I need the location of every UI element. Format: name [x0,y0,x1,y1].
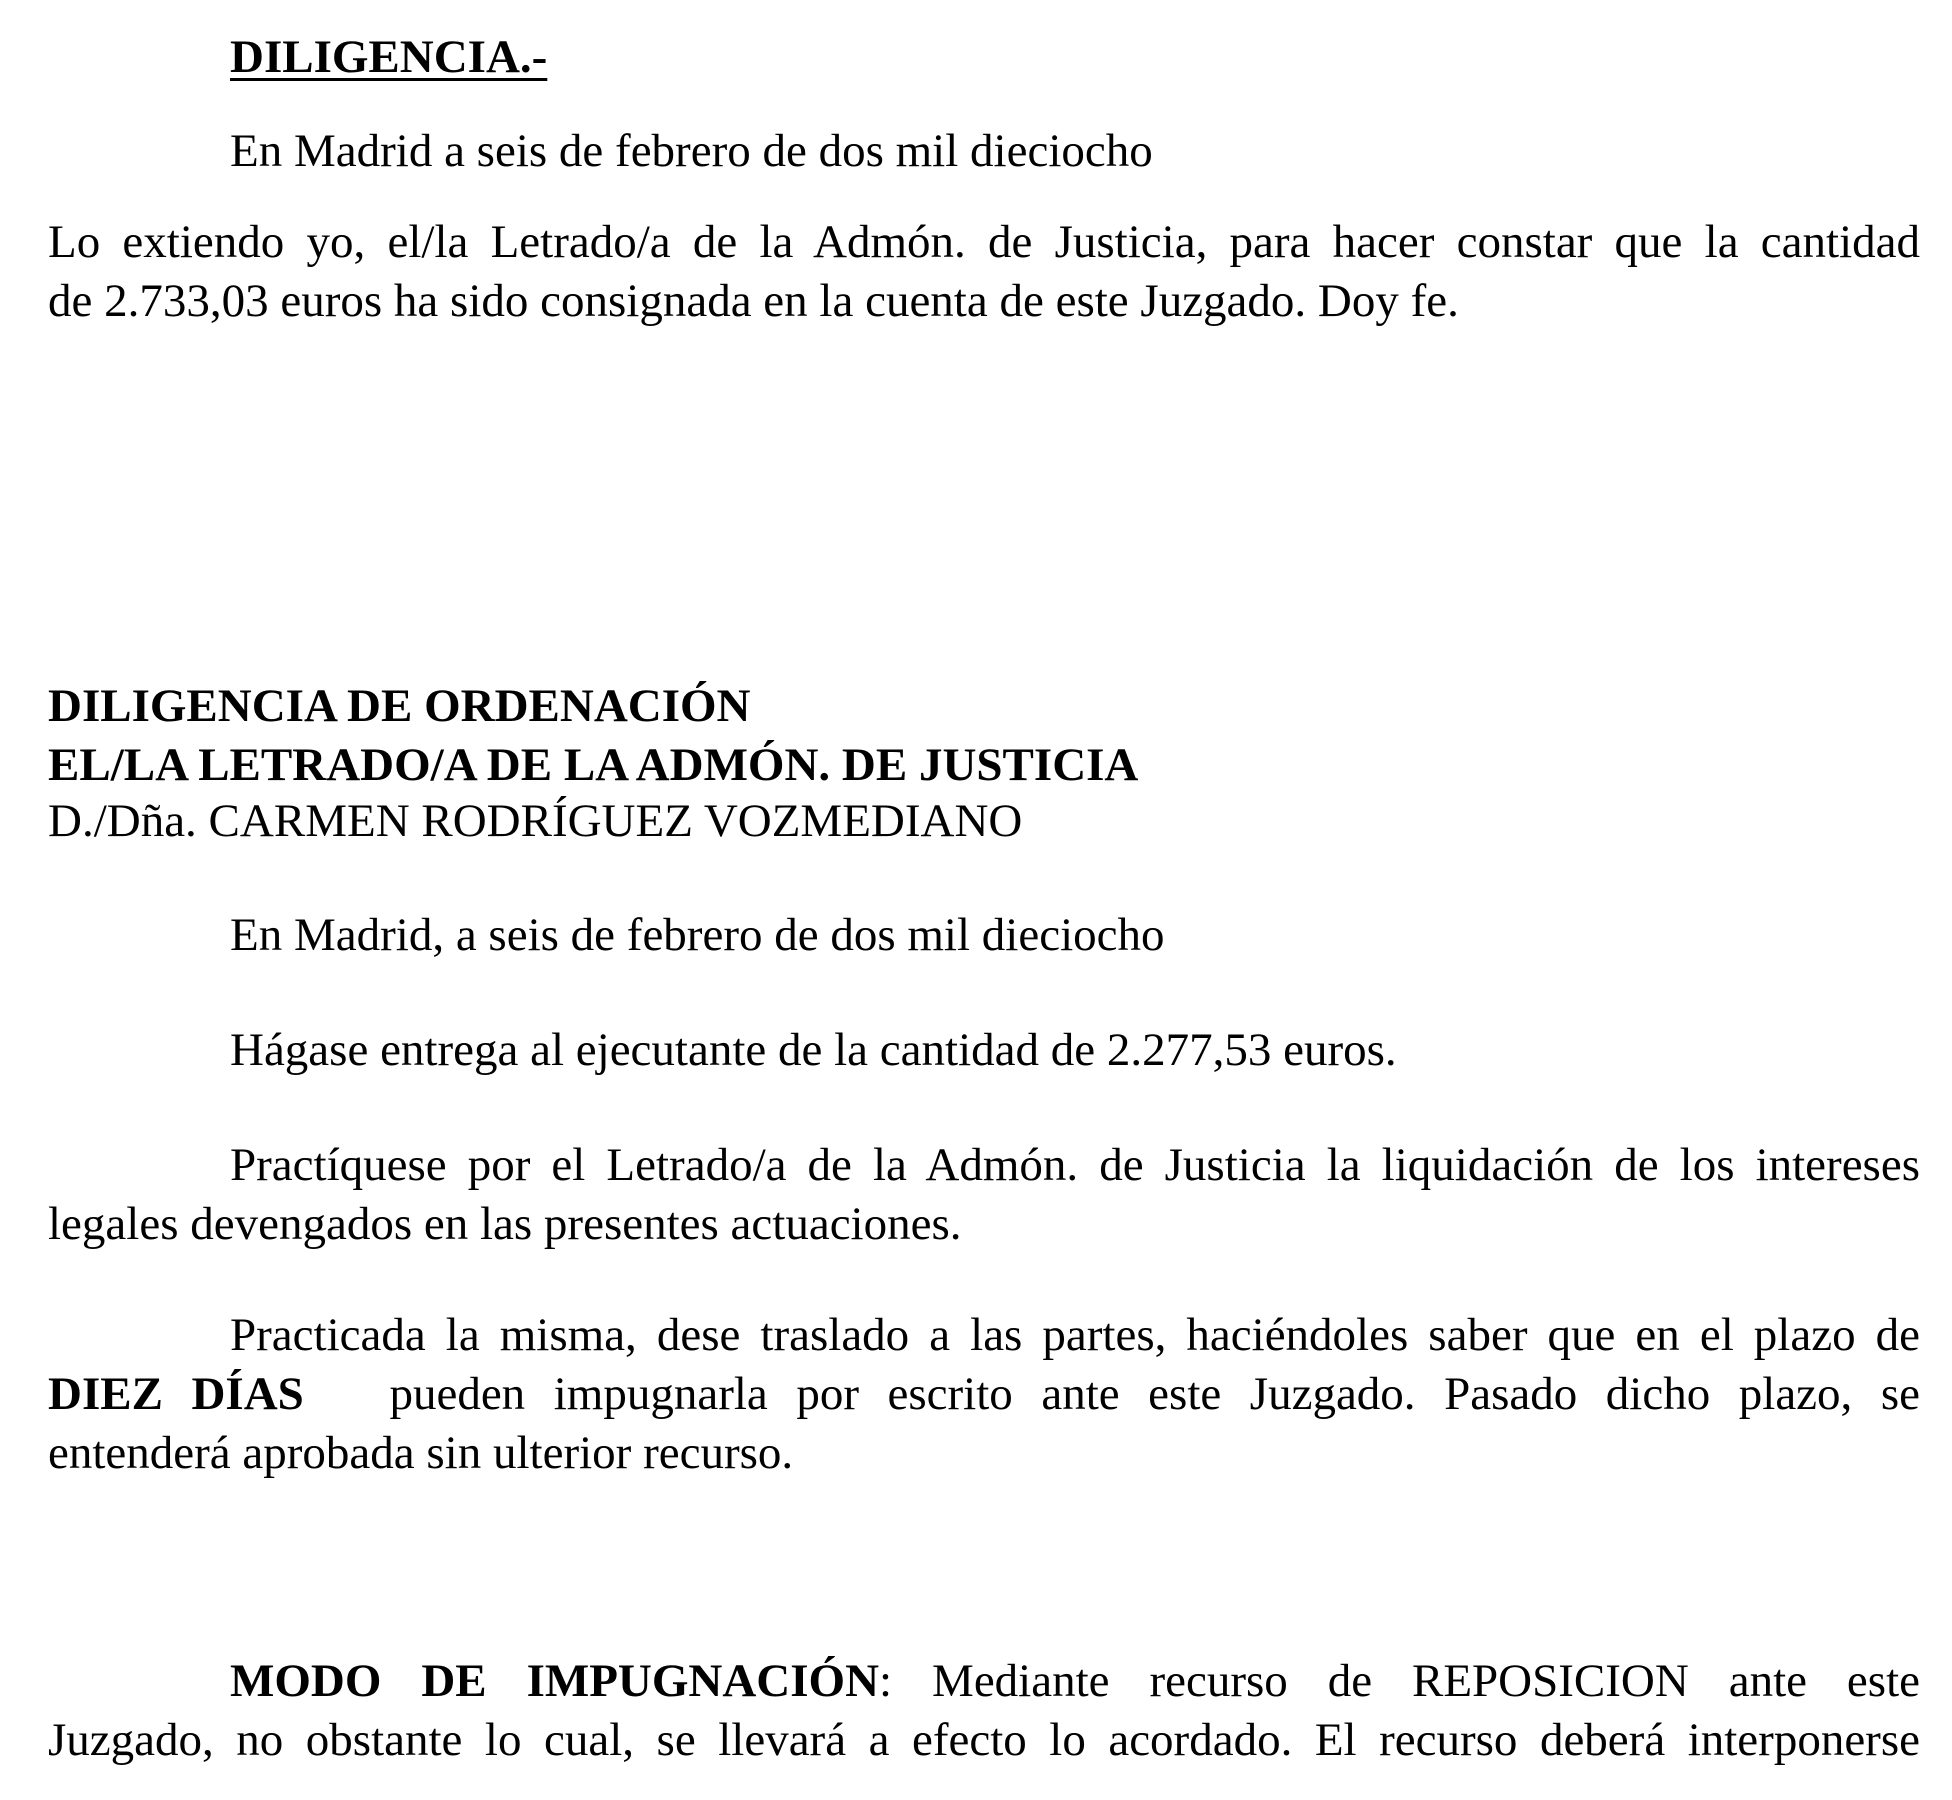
impugnacion-line-1-rest: : Mediante recurso de REPOSICION ante este [879,1655,1920,1707]
paragraph-traslado-line-1: Practicada la misma, dese traslado a las partes, haciéndoles saber que en el plazo de [230,1309,1920,1361]
paragraph-entrega: Hágase entrega al ejecutante de la cantidad de 2.277,53 euros. [230,1024,1397,1076]
ordenacion-heading [48,677,1920,795]
document-page [48,0,1920,1800]
paragraph-traslado-line-2 [48,1365,1920,1424]
official-name: D./Dña. CARMEN RODRÍGUEZ VOZMEDIANO [48,795,1023,847]
paragraph-liquidacion-line-2: legales devengados en las presentes actuaciones. [48,1198,962,1250]
paragraph-liquidacion [48,1136,1920,1254]
diligencia-title [230,28,1920,87]
ordenacion-heading-line-1: DILIGENCIA DE ORDENACIÓN [48,680,751,732]
paragraph-liquidacion-line-1: Practíquese por el Letrado/a de la Admón. de Justicia la liquidación de los intereses [230,1139,1920,1191]
paragraph-impugnacion [48,1652,1920,1770]
diligencia-body-line-2: de 2.733,03 euros ha sido consignada en la cuenta de este Juzgado. Doy fe. [48,275,1459,327]
diez-dias-emphasis: DIEZ DÍAS [48,1368,304,1420]
paragraph-impugnacion-line-2: Juzgado, no obstante lo cual, se llevará a efecto lo acordado. El recurso deberá interponerse [48,1714,1920,1766]
paragraph-traslado-line-2-rest: pueden impugnarla por escrito ante este Juzgado. Pasado dicho plazo, se [389,1368,1920,1420]
diligencia-title-text: DILIGENCIA.- [230,31,548,83]
paragraph-impugnacion-line-1 [48,1652,1920,1711]
ordenacion-heading-line-2: EL/LA LETRADO/A DE LA ADMÓN. DE JUSTICIA [48,739,1139,791]
diligencia-date-line: En Madrid a seis de febrero de dos mil dieciocho [230,125,1153,177]
diligencia-body [48,213,1920,331]
diligencia-body-line-1: Lo extiendo yo, el/la Letrado/a de la Admón. de Justicia, para hacer constar que la cantidad [48,216,1920,268]
paragraph-traslado [48,1306,1920,1483]
ordenacion-date-line: En Madrid, a seis de febrero de dos mil dieciocho [230,909,1165,961]
paragraph-traslado-line-3: entenderá aprobada sin ulterior recurso. [48,1427,794,1479]
impugnacion-label: MODO DE IMPUGNACIÓN [230,1655,880,1707]
